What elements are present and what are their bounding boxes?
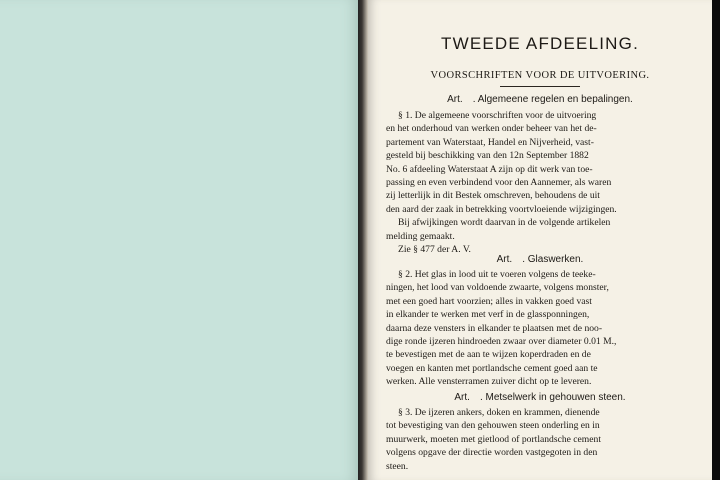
- article-heading-general: [368, 94, 712, 105]
- section-rule: [500, 86, 580, 87]
- text-line: in elkander te werken met verf in de glassponningen,: [386, 309, 590, 321]
- page-title: TWEEDE AFDEELING.: [441, 34, 639, 53]
- text-line: muurwerk, moeten met gietlood of portlandsche cement: [386, 433, 601, 445]
- text-line: § 1. De algemeene voorschriften voor de uitvoering: [398, 110, 597, 121]
- left-blank-page: [0, 0, 358, 480]
- article-title: . Metselwerk in gehouwen steen.: [479, 392, 626, 403]
- article-label: Art.: [454, 392, 470, 403]
- paragraph-1: [386, 109, 694, 256]
- text-line: Bij afwijkingen wordt daarvan in de volgende artikelen: [398, 217, 611, 229]
- text-line: zij letterlijk in dit Bestek omschreven, behoudens de uit: [386, 190, 600, 202]
- text-line: gesteld bij beschikking van den 12n September 1882: [386, 150, 589, 162]
- article-label: Art.: [447, 94, 463, 105]
- text-line: § 3. De ijzeren ankers, doken en krammen, dienende: [398, 407, 600, 418]
- text-line: § 2. Het glas in lood uit te voeren volgens de teeke-: [398, 269, 596, 280]
- article-title: . Glaswerken.: [522, 254, 584, 265]
- text-line: voegen en kanten met portlandsche cement goed aan te: [386, 362, 598, 374]
- text-line: tot bevestiging van den gehouwen steen onderling en in: [386, 420, 600, 432]
- book-gutter: [358, 0, 368, 480]
- text-line: Zie § 477 der A. V.: [398, 244, 471, 256]
- text-line: en het onderhoud van werken onder beheer van het de-: [386, 123, 597, 135]
- text-line: melding gemaakt.: [386, 230, 455, 242]
- page-edge-right: [712, 0, 720, 480]
- text-line: ningen, het lood van voldoende zwaarte, volgens monster,: [386, 282, 609, 294]
- text-line: werken. Alle vensterramen zuiver dicht op te leveren.: [386, 376, 592, 388]
- text-line: daarna deze vensters in elkander te plaatsen met de noo-: [386, 322, 603, 334]
- right-text-page: [368, 0, 712, 480]
- text-line: steen.: [386, 460, 409, 472]
- text-line: te bevestigen met de aan te wijzen koperdraden en de: [386, 349, 591, 361]
- paragraph-2: [386, 268, 694, 389]
- article-heading-masonry: [368, 392, 712, 403]
- paragraph-3: [386, 406, 694, 473]
- article-title: . Algemeene regelen en bepalingen.: [472, 94, 633, 105]
- text-line: dige ronde ijzeren hindroeden zwaar over diameter 0.01 M.,: [386, 336, 617, 348]
- text-line: volgens opgave der directie worden vastgegoten in den: [386, 447, 598, 459]
- text-line: met een goed hart voorzien; alles in vakken goed vast: [386, 295, 592, 307]
- text-line: passing en even verbindend voor den Aannemer, als waren: [386, 177, 612, 189]
- text-line: den aard der zaak in betrekking voortvloeiende wijzigingen.: [386, 203, 617, 215]
- article-label: Art.: [496, 254, 513, 265]
- article-heading-glass: [368, 254, 712, 265]
- text-line: partement van Waterstaat, Handel en Nijverheid, vast-: [386, 136, 594, 148]
- text-line: No. 6 afdeeling Waterstaat A zijn op dit werk van toe-: [386, 163, 593, 175]
- section-title: VOORSCHRIFTEN VOOR DE UITVOERING.: [430, 70, 650, 81]
